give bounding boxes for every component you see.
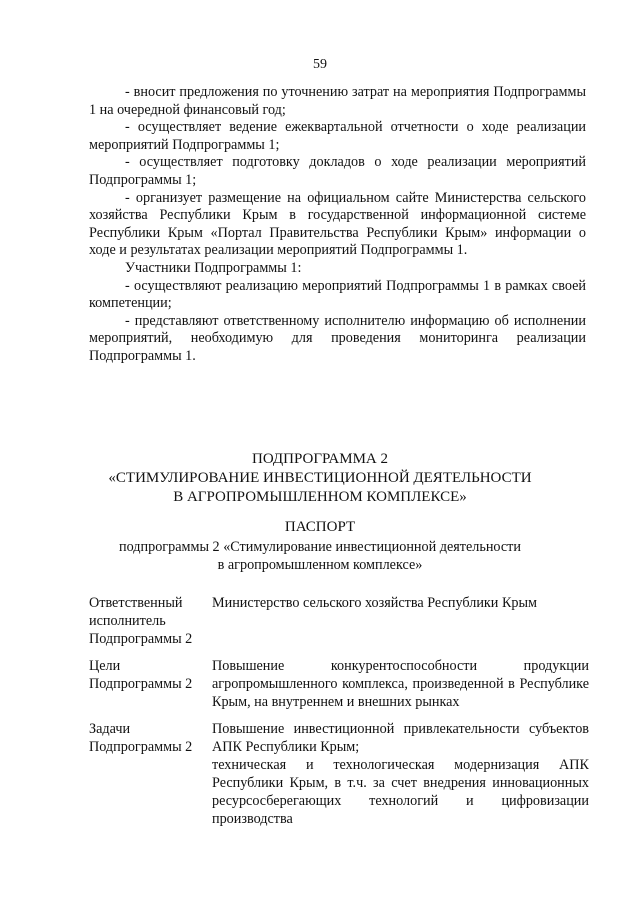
paragraph: - осуществляют реализацию мероприятий Подпрограммы 1 в рамках своей компетенции; [89,277,586,312]
passport-subtitle [60,538,580,574]
paragraph: - осуществляет подготовку докладов о ходе реализации мероприятий Подпрограммы 1; [89,154,586,188]
body-text [89,84,586,366]
paragraph: - представляют ответственному исполнителю информацию об исполнении мероприятий, необходимую для проведения мониторинга реализации Подпрограммы 1. [89,312,586,364]
label-line: Подпрограммы 2 [89,739,193,755]
passport-row-label [89,720,209,756]
paragraph: - осуществляет ведение ежеквартальной отчетности о ходе реализации мероприятий Подпрограммы 1; [89,119,586,153]
value-text: Повышение конкурентоспособности продукции агропромышленного комплекса, произведенной в Республике Крым, на внутреннем и внешних рынках [212,658,589,710]
section-title-line: ПОДПРОГРАММА 2 [251,451,389,467]
passport-row-value [212,657,589,711]
label-line: Подпрограммы 2 [89,676,193,692]
passport-row-label [89,657,209,693]
section-title-line: «СТИМУЛИРОВАНИЕ ИНВЕСТИЦИОННОЙ ДЕЯТЕЛЬНОСТИ [108,470,532,486]
section-title [60,450,580,507]
passport-title: ПАСПОРТ [284,519,356,535]
value-text: техническая и технологическая модернизация АПК Республики Крым, в т.ч. за счет внедрения инновационных ресурсосберегающих технологий и цифровизации производства [212,757,589,827]
passport-subtitle-line: в агропромышленном комплексе» [217,557,423,573]
section-title-line: В АГРОПРОМЫШЛЕННОМ КОМПЛЕКСЕ» [173,489,467,505]
page-number: 59 [313,57,327,72]
passport-row-value [212,720,589,828]
value-text: Повышение инвестиционной привлекательности субъектов АПК Республики Крым; [212,721,589,755]
passport-subtitle-line: подпрограммы 2 «Стимулирование инвестиционной деятельности [119,539,521,555]
label-line: исполнитель [89,613,166,629]
value-text: Министерство сельского хозяйства Республики Крым [212,595,538,611]
passport-row-label [89,594,209,648]
label-line: Подпрограммы 2 [89,631,193,647]
label-line: Ответственный [89,595,183,611]
passport-row-value [212,594,589,612]
paragraph: - вносит предложения по уточнению затрат на мероприятия Подпрограммы 1 на очередной финансовый год; [89,84,586,118]
label-line: Цели [89,658,121,674]
paragraph: Участники Подпрограммы 1: [125,259,302,276]
label-line: Задачи [89,721,131,737]
paragraph: - организует размещение на официальном сайте Министерства сельского хозяйства Республики Крым в государственной информационной системе Республики Крым «Портал Правительства Республики Крым» информации о ходе и результатах реализации мероприятий Подпрограммы 1. [89,189,586,259]
